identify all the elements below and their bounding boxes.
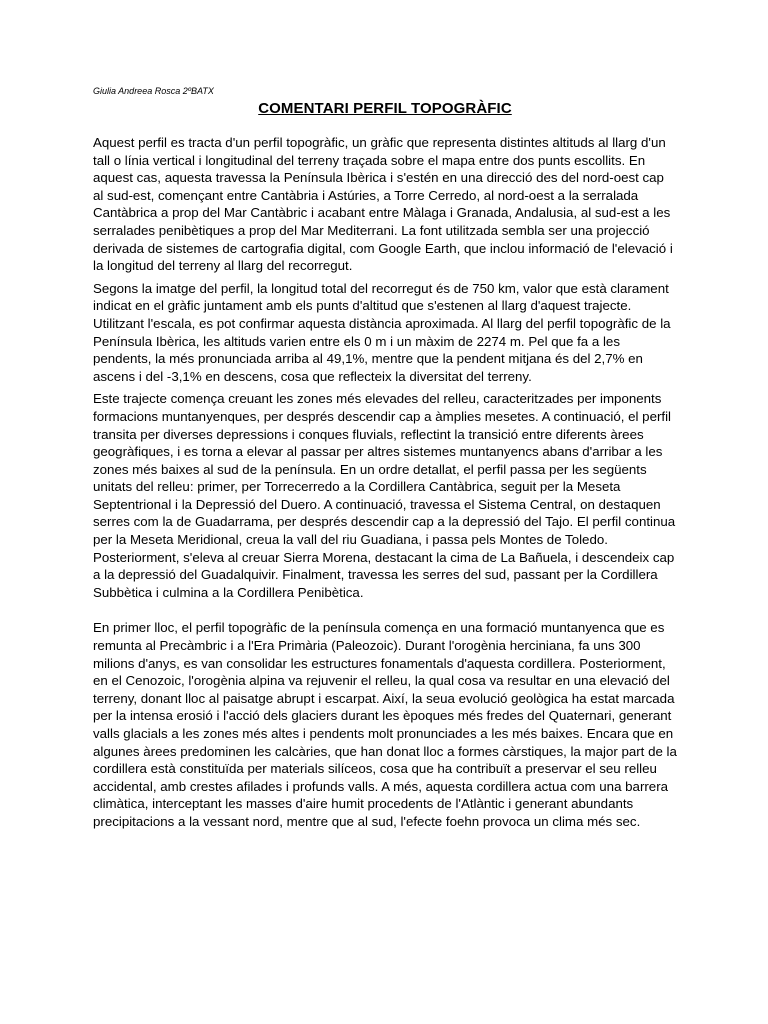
author-line: Giulia Andreea Rosca 2ºBATX — [93, 86, 214, 96]
document-title: COMENTARI PERFIL TOPOGRÀFIC — [258, 100, 512, 117]
paragraph-geological-history: En primer lloc, el perfil topogràfic de la península comença en una formació muntanyenca que es remunta al Precàmbric i a l'Era Primària (Paleozoic). Durant l'orogènia herciniana, fa uns 300 milions d'anys, es van consolidar les estructures fonamentals d'aquesta cordillera. Posteriorment, en el Cenozoic, l'orogènia alpina va rejuvenir el relleu, la qual cosa va resultar en una elevació del terreny, donant lloc al paisatge abrupt i escarpat. Així, la seua evolució geològica ha estat marcada per la intensa erosió i l'acció dels glaciers durant les èpoques més fredes del Quaternari, generant valls glacials a les zones més altes i pendents molt pronunciades a les més baixes. Encara que en algunes àrees predominen les calcàries, que han donat lloc a formes càrstiques, la major part de la cordillera està constituïda per materials silíceos, cosa que ha contribuït a preservar el seu relleu accidental, amb crestes afilades i profunds valls. A més, aquesta cordillera actua com una barrera climàtica, interceptant les masses d'aire humit procedents de l'Atlàntic i generant abundants precipitacions a la vessant nord, mentre que al sud, l'efecte foehn provoca un clima més sec. — [93, 620, 677, 829]
paragraph-introduction: Aquest perfil es tracta d'un perfil topogràfic, un gràfic que representa distintes altituds al llarg d'un tall o línia vertical i longitudinal del terreny traçada sobre el mapa entre dos punts escollits. En aquest cas, aquesta travessa la Península Ibèrica i s'estén en una direcció des del nord-oest cap al sud-est, començant entre Cantàbria i Astúries, a Torre Cerredo, al nord-oest a la serralada Cantàbrica a prop del Mar Cantàbric i acabant entre Màlaga i Granada, Andalusia, al sud-est a les serralades penibètiques a prop del Mar Mediterrani. La font utilitzada sembla ser una projecció derivada de sistemes de cartografia digital, com Google Earth, que inclou informació de l'elevació i la longitud del terreny al llarg del recorregut. — [93, 135, 673, 274]
paragraph-relief-units: Este trajecte comença creuant les zones més elevades del relleu, caracteritzades per imponents formacions muntanyenques, per després descendir cap a àmplies mesetes. A continuació, el perfil transita per diverses depressions i conques fluvials, reflectint la transició entre diferents àrees geogràfiques, i es torna a elevar al passar per altres sistemes muntanyencs abans d'arribar a les zones més baixes al sud de la península. En un ordre detallat, el perfil passa per les següents unitats del relleu: primer, per Torrecerredo a la Cordillera Cantàbrica, seguit per la Meseta Septentrional i la Depressió del Duero. A continuació, travessa el Sistema Central, on destaquen serres com la de Guadarrama, per després descendir cap a la depressió del Tajo. El perfil continua per la Meseta Meridional, creua la vall del riu Guadiana, i passa pels Montes de Toledo. Posteriorment, s'eleva al creuar Sierra Morena, destacant la cima de La Bañuela, i descendeix cap a la depressió del Guadalquivir. Finalment, travessa les serres del sud, passant per la Cordillera Subbètica i culmina a la Cordillera Penibètica. — [93, 391, 676, 600]
document-page — [93, 86, 677, 836]
paragraph-length-altitudes: Segons la imatge del perfil, la longitud total del recorregut és de 750 km, valor que està clarament indicat en el gràfic juntament amb els punts d'altitud que s'estenen al llarg d'aquest trajecte. Utilitzant l'escala, es pot confirmar aquesta distància aproximada. Al llarg del perfil topogràfic de la Península Ibèrica, les altituds varien entre els 0 m i un màxim de 2274 m. Pel que fa a les pendents, la més pronunciada arriba al 49,1%, mentre que la pendent mitjana és del 2,7% en ascens i del -3,1% en descens, cosa que reflecteix la diversitat del terreny. — [93, 280, 671, 384]
